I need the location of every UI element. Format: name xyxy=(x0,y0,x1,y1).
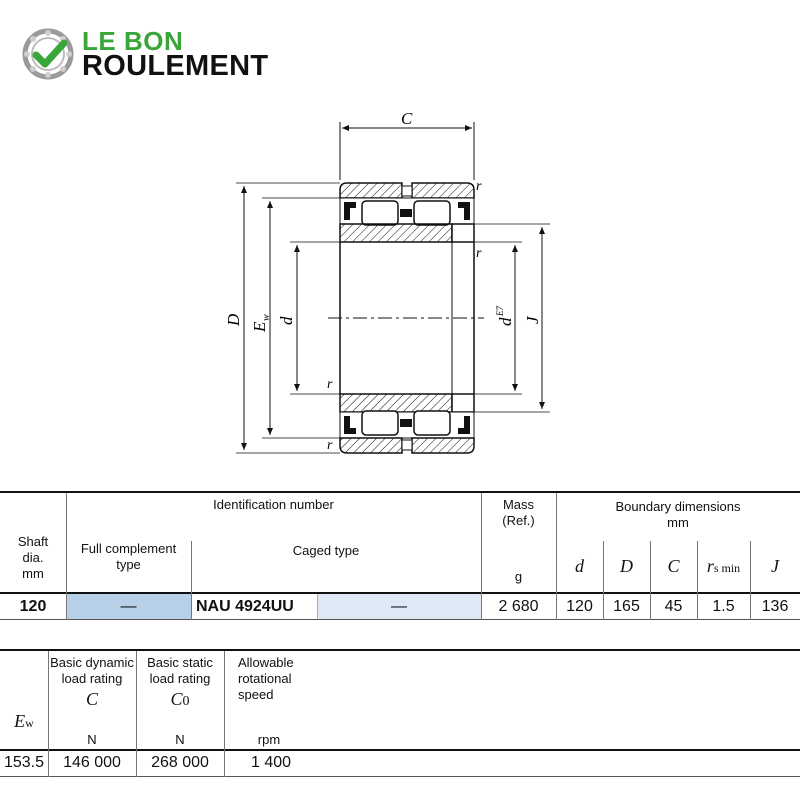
label-r: r xyxy=(476,179,482,194)
header-caged-type: Caged type xyxy=(292,543,360,558)
header-allowable-rotational-speed: Allowable rotational speed xyxy=(238,655,294,702)
header-shaft-dia: Shaft dia. mm xyxy=(17,534,49,581)
svg-text:d: d xyxy=(496,317,515,326)
logo-text-line1: LE BON xyxy=(82,26,184,56)
row-rotational-speed: 1 400 xyxy=(250,754,292,771)
top-rollers xyxy=(340,198,474,225)
row-ew: 153.5 xyxy=(3,754,45,771)
label-Ew xyxy=(250,314,272,333)
bottom-inner-ring xyxy=(340,394,452,412)
header-ew: Ew xyxy=(14,711,34,731)
header-stat-unit: N xyxy=(175,732,185,747)
svg-text:E: E xyxy=(250,321,269,332)
bottom-rollers xyxy=(340,411,474,438)
label-C: C xyxy=(401,109,413,128)
row-dynamic-load: 146 000 xyxy=(63,754,121,771)
label-r: r xyxy=(327,377,333,392)
row-mass: 2 680 xyxy=(498,598,539,615)
header-mass-unit: g xyxy=(514,569,523,584)
header-C: C xyxy=(667,556,680,576)
row-full-complement: — xyxy=(120,598,137,615)
label-J: J xyxy=(523,316,542,324)
header-d: d xyxy=(575,556,584,576)
row-d: 120 xyxy=(566,598,593,615)
label-dE7 xyxy=(495,306,515,326)
header-rs-min: rs min xyxy=(706,556,741,576)
header-D: D xyxy=(620,556,633,576)
row-D: 165 xyxy=(613,598,640,615)
table1-bottom-rule xyxy=(0,619,800,620)
row-rs-min: 1.5 xyxy=(712,598,735,615)
svg-text:w: w xyxy=(261,314,272,321)
label-D: D xyxy=(224,313,243,326)
row-J: 136 xyxy=(761,598,789,615)
header-dyn-unit: N xyxy=(87,732,97,747)
top-inner-ring xyxy=(340,224,452,242)
row-static-load: 268 000 xyxy=(151,754,209,771)
table2-top-rule xyxy=(0,649,800,651)
row-C: 45 xyxy=(664,598,683,615)
header-speed-unit: rpm xyxy=(257,732,281,747)
top-outer-ring xyxy=(340,183,474,198)
label-r: r xyxy=(327,438,333,453)
header-boundary-dimensions: Boundary dimensions mm xyxy=(615,499,741,530)
svg-text:E7: E7 xyxy=(495,306,505,316)
bottom-outer-ring xyxy=(340,438,474,453)
header-identification-number: Identification number xyxy=(213,497,334,512)
table2-mid-rule xyxy=(0,749,800,751)
row-caged-alt: — xyxy=(391,598,407,615)
label-r: r xyxy=(476,246,482,261)
table2-bottom-rule xyxy=(0,776,800,777)
header-basic-dynamic-load-rating: Basic dynamic load rating C xyxy=(50,655,134,709)
header-full-complement-type: Full complement type xyxy=(80,541,177,572)
row-caged-type[interactable]: NAU 4924UU xyxy=(196,598,294,615)
logo-text-line2: ROULEMENT xyxy=(82,50,269,82)
header-mass: Mass (Ref.) xyxy=(502,497,535,528)
header-J: J xyxy=(771,556,779,576)
row-shaft-dia: 120 xyxy=(19,598,47,615)
label-d: d xyxy=(277,316,296,325)
header-basic-static-load-rating: Basic static load rating C0 xyxy=(147,655,213,709)
table1-top-rule xyxy=(0,491,800,493)
